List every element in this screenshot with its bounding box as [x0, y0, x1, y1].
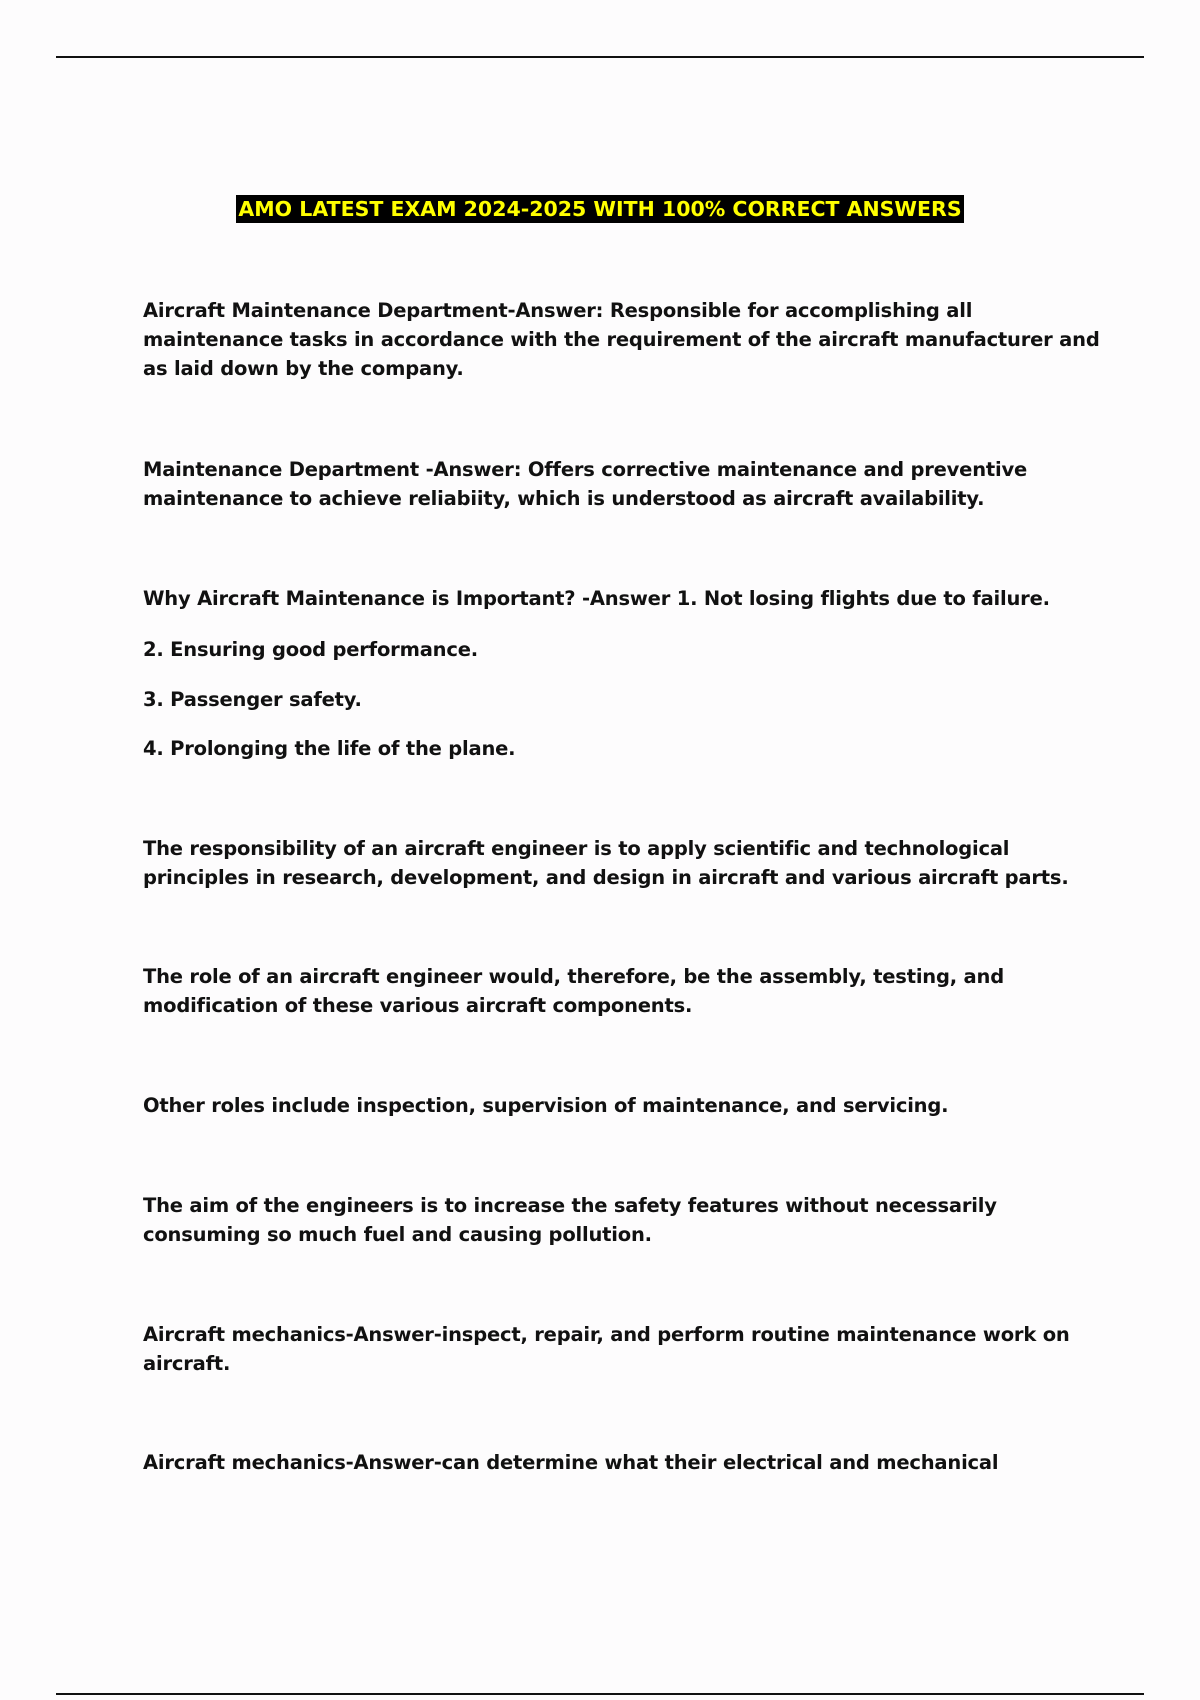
list-item-4: [143, 734, 1103, 763]
paragraph-line: as laid down by the company.: [143, 357, 464, 380]
paragraph-line: Aircraft mechanics-Answer-can determine what their electrical and mechanical: [143, 1451, 999, 1474]
paragraph-aircraft-mechanics-1: [143, 1320, 1103, 1378]
paragraph-line: modification of these various aircraft components.: [143, 994, 693, 1017]
paragraph-engineer-aim: [143, 1191, 1103, 1249]
paragraph-line: Aircraft Maintenance Department-Answer: Responsible for accomplishing all: [143, 299, 973, 322]
paragraph-line: 2. Ensuring good performance.: [143, 638, 478, 661]
paragraph-aircraft-maintenance-department: [143, 296, 1103, 383]
paragraph-line: The responsibility of an aircraft engineer is to apply scientific and technological: [143, 837, 1010, 860]
bottom-rule: [56, 1693, 1144, 1695]
paragraph-line: maintenance tasks in accordance with the requirement of the aircraft manufacturer and: [143, 328, 1100, 351]
top-rule: [56, 56, 1144, 58]
paragraph-line: 3. Passenger safety.: [143, 688, 362, 711]
paragraph-line: principles in research, development, and design in aircraft and various aircraft parts.: [143, 866, 1069, 889]
paragraph-line: Other roles include inspection, supervision of maintenance, and servicing.: [143, 1094, 949, 1117]
paragraph-other-roles: [143, 1091, 1103, 1120]
title-container: [0, 195, 1200, 223]
paragraph-line: Why Aircraft Maintenance is Important? -Answer 1. Not losing flights due to failure.: [143, 587, 1050, 610]
paragraph-line: Aircraft mechanics-Answer-inspect, repair, and perform routine maintenance work on: [143, 1323, 1070, 1346]
document-title: AMO LATEST EXAM 2024-2025 WITH 100% CORRECT ANSWERS: [238, 197, 962, 221]
paragraph-maintenance-department: [143, 455, 1103, 513]
paragraph-engineer-responsibility: [143, 834, 1103, 892]
paragraph-line: aircraft.: [143, 1352, 231, 1375]
list-item-3: [143, 685, 1103, 714]
paragraph-aircraft-mechanics-2: [143, 1448, 1103, 1477]
paragraph-line: The role of an aircraft engineer would, therefore, be the assembly, testing, and: [143, 965, 1004, 988]
paragraph-line: The aim of the engineers is to increase the safety features without necessarily: [143, 1194, 997, 1217]
paragraph-line: 4. Prolonging the life of the plane.: [143, 737, 516, 760]
paragraph-why-maintenance-important: [143, 584, 1103, 613]
paragraph-engineer-role: [143, 962, 1103, 1020]
paragraph-line: maintenance to achieve reliabiity, which is understood as aircraft availability.: [143, 487, 985, 510]
paragraph-line: Maintenance Department -Answer: Offers corrective maintenance and preventive: [143, 458, 1028, 481]
paragraph-line: consuming so much fuel and causing pollution.: [143, 1223, 652, 1246]
list-item-2: [143, 635, 1103, 664]
